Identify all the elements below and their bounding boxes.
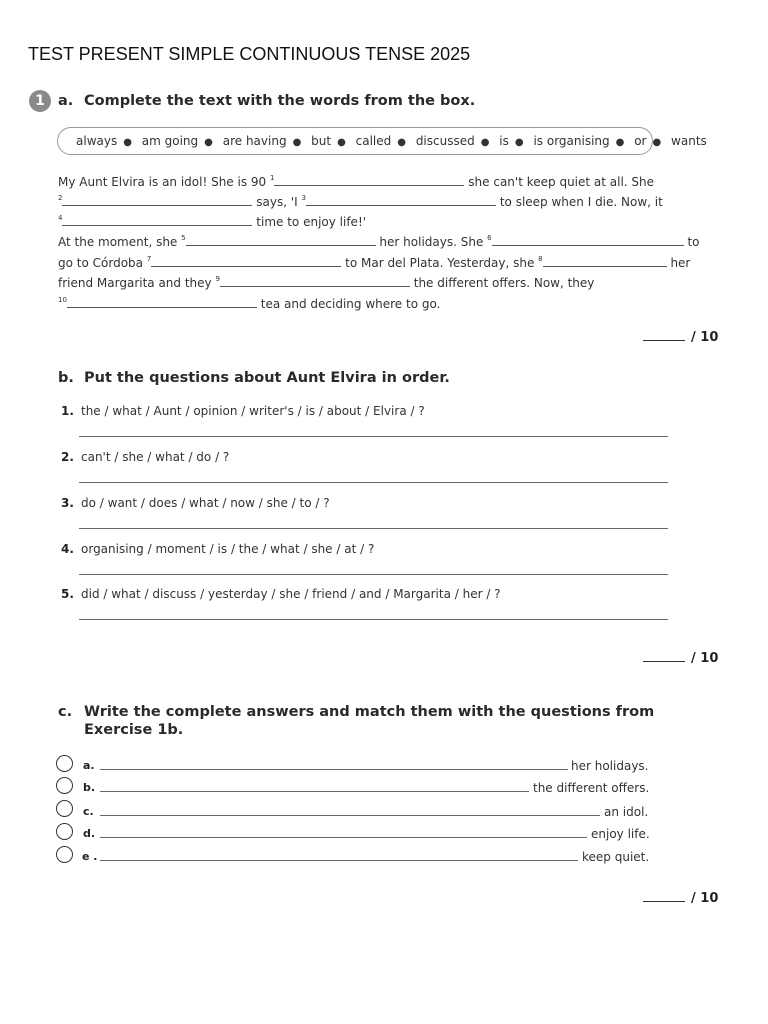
- answer-line[interactable]: [79, 619, 668, 620]
- gap-number: 5: [181, 234, 186, 242]
- section-c-score: [643, 891, 718, 906]
- gap-text: time to enjoy life!': [256, 215, 367, 229]
- question-item: [61, 587, 501, 601]
- answer-line[interactable]: [100, 837, 587, 838]
- question-text: organising / moment / is / the / what / she / at / ?: [81, 542, 375, 556]
- section-a-score: [643, 330, 718, 345]
- answer-label: d.: [83, 827, 96, 840]
- section-b-letter: b.: [58, 370, 74, 386]
- gap-number: 3: [301, 194, 307, 202]
- gap-text: her: [670, 256, 691, 270]
- answer-label: e .: [82, 850, 98, 863]
- gap-blank-6[interactable]: [492, 235, 684, 246]
- gap-blank-3[interactable]: [306, 195, 496, 206]
- match-circle[interactable]: [56, 777, 73, 794]
- answer-ending: her holidays.: [571, 759, 649, 773]
- answer-line[interactable]: [100, 769, 568, 770]
- gap-text: she can't keep quiet at all. She: [468, 175, 655, 189]
- gap-blank-7[interactable]: [151, 256, 341, 267]
- section-b-score: [643, 651, 718, 666]
- page-title: TEST PRESENT SIMPLE CONTINUOUS TENSE 2025: [28, 44, 471, 64]
- section-c-letter: c.: [58, 704, 73, 720]
- gap-text-line-3: [58, 215, 366, 229]
- question-item: [61, 496, 330, 510]
- score-blank[interactable]: [643, 340, 685, 341]
- gap-number: 4: [58, 214, 63, 222]
- word-box-item: always: [76, 134, 118, 148]
- gap-text-line-2: [58, 195, 663, 209]
- question-number: 3.: [61, 496, 74, 510]
- exercise-number-badge: 1: [29, 90, 51, 112]
- section-a-heading: [58, 93, 475, 109]
- section-a-letter: a.: [58, 93, 74, 109]
- word-box-item: but: [311, 134, 332, 148]
- section-b-instruction: Put the questions about Aunt Elvira in order.: [84, 370, 450, 386]
- gap-number: 10: [58, 296, 67, 304]
- gap-blank-2[interactable]: [62, 195, 252, 206]
- question-item: [61, 542, 374, 556]
- question-item: [61, 404, 425, 418]
- gap-blank-4[interactable]: [62, 215, 252, 226]
- gap-text-line-7: [58, 297, 440, 311]
- gap-number: 7: [146, 255, 152, 263]
- gap-number: 9: [215, 275, 220, 283]
- gap-text: My Aunt Elvira is an idol! She is 90: [58, 175, 270, 189]
- answer-line[interactable]: [79, 574, 668, 575]
- answer-ending: an idol.: [604, 805, 649, 819]
- question-number: 5.: [61, 587, 74, 601]
- gap-text: go to Córdoba: [58, 256, 147, 270]
- question-number: 4.: [61, 542, 74, 556]
- word-box-item: am going: [141, 134, 199, 148]
- word-box-item: is: [499, 134, 509, 148]
- question-text: do / want / does / what / now / she / to / ?: [81, 496, 330, 510]
- section-b-heading: [58, 370, 450, 386]
- answer-line[interactable]: [100, 815, 600, 816]
- gap-text-line-5: [58, 256, 690, 270]
- question-number: 1.: [61, 404, 74, 418]
- question-item: [61, 450, 229, 464]
- gap-text: says, 'I: [256, 195, 302, 209]
- score-total: / 10: [691, 891, 719, 906]
- word-box-item: discussed: [415, 134, 475, 148]
- gap-text: tea and deciding where to go.: [260, 297, 441, 311]
- gap-blank-8[interactable]: [543, 256, 667, 267]
- section-c-instruction-line-1: Write the complete answers and match them with the questions from: [84, 704, 655, 720]
- section-c-instruction-line-2: Exercise 1b.: [84, 722, 184, 738]
- gap-text: her holidays. She: [379, 235, 488, 249]
- match-circle[interactable]: [56, 755, 73, 772]
- word-box-item: is organising: [533, 134, 610, 148]
- word-box: always ● am going ● are having ● but ● called ● discussed ● is ● is organising ● or ● wants: [57, 127, 653, 155]
- answer-line[interactable]: [79, 436, 668, 437]
- question-text: can't / she / what / do / ?: [81, 450, 230, 464]
- answer-line[interactable]: [100, 860, 578, 861]
- question-text: the / what / Aunt / opinion / writer's / is / about / Elvira / ?: [81, 404, 425, 418]
- answer-ending: enjoy life.: [591, 827, 650, 841]
- answer-label: c.: [83, 805, 94, 818]
- gap-text-line-4: [58, 235, 700, 249]
- gap-blank-1[interactable]: [274, 175, 464, 186]
- gap-text: to: [687, 235, 700, 249]
- question-number: 2.: [61, 450, 74, 464]
- gap-number: 1: [270, 174, 275, 182]
- gap-text: At the moment, she: [58, 235, 182, 249]
- section-c-heading: [58, 703, 654, 739]
- word-box-item: called: [355, 134, 392, 148]
- match-circle[interactable]: [56, 800, 73, 817]
- answer-label: a.: [83, 759, 95, 772]
- gap-blank-5[interactable]: [186, 235, 376, 246]
- match-circle[interactable]: [56, 823, 73, 840]
- score-total: / 10: [691, 330, 719, 345]
- gap-text: to sleep when I die. Now, it: [499, 195, 663, 209]
- question-text: did / what / discuss / yesterday / she / friend / and / Margarita / her / ?: [81, 587, 501, 601]
- section-a-instruction: Complete the text with the words from the box.: [84, 93, 476, 109]
- match-circle[interactable]: [56, 846, 73, 863]
- word-box-item: are having: [222, 134, 287, 148]
- gap-text: the different offers. Now, they: [413, 276, 595, 290]
- answer-ending: the different offers.: [533, 781, 650, 795]
- answer-line[interactable]: [79, 482, 668, 483]
- gap-number: 2: [58, 194, 63, 202]
- gap-text: to Mar del Plata. Yesterday, she: [345, 256, 539, 270]
- gap-blank-9[interactable]: [220, 276, 410, 287]
- word-box-item: or: [634, 134, 647, 148]
- score-blank[interactable]: [643, 661, 685, 662]
- gap-number: 6: [487, 234, 492, 242]
- gap-number: 8: [538, 255, 543, 263]
- gap-text: friend Margarita and they: [58, 276, 216, 290]
- gap-text-line-6: [58, 276, 594, 290]
- score-blank[interactable]: [643, 901, 685, 902]
- gap-blank-10[interactable]: [67, 297, 257, 308]
- word-box-item: wants: [671, 134, 707, 148]
- answer-line[interactable]: [79, 528, 668, 529]
- answer-line[interactable]: [100, 791, 529, 792]
- answer-label: b.: [83, 781, 96, 794]
- gap-text-line-1: [58, 175, 654, 189]
- answer-ending: keep quiet.: [582, 850, 650, 864]
- score-total: / 10: [691, 651, 719, 666]
